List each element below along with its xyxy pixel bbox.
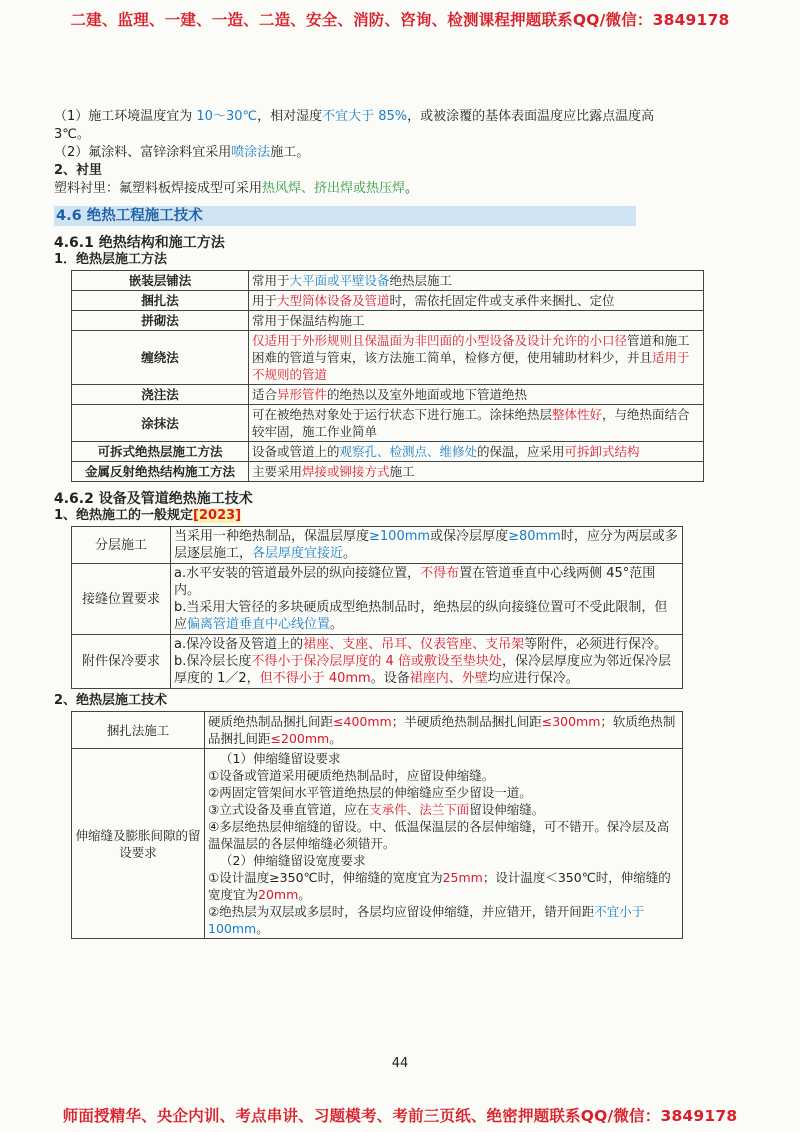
layer-tech-heading: 2、绝热层施工技术 [54,693,168,708]
table-row: 浇注法 适合异形管件的绝热以及室外地面或地下管道绝热 [72,385,704,405]
table-row: 金属反射绝热结构施工方法 主要采用焊接或铆接方式施工 [72,462,704,482]
table-row: 拼砌法 常用于保温结构施工 [72,311,704,331]
table-row: 分层施工 当采用一种绝热制品，保温层厚度≥100mm或保冷层厚度≥80mm时，应分为两层或多层逐层施工，各层厚度宜接近。 [72,527,683,564]
intro-paragraph-1: （1）施工环境温度宜为 10～30℃，相对湿度不宜大于 85%，或被涂覆的基体表面温度应比露点温度高 [54,109,655,124]
year-badge: [2023] [193,508,242,523]
method-heading: 1．绝热层施工方法 [54,252,168,267]
table-row: 伸缩缝及膨胀间隙的留设要求 （1）伸缩缝留设要求 ①设备或管道采用硬质绝热制品时，应留设伸缩缝。 ②两固定管架间水平管道绝热层的伸缩缝应至少留设一道。 ③立式设备及垂直管道，应在支承件、法兰下面留设伸缩缝。 ④多层绝热层伸缩缝的留设。中、低温保温层的各层伸缩缝，可不错开。保冷层及高温保温层的各层伸缩缝必须错开。 （2）伸缩缝留设宽度要求 ①设计温度≥350℃时，伸缩缝的宽度宜为25mm；设计温度＜350℃时，伸缩缝的宽度宜为20mm。 ②绝热层为双层或多层时，各层均应留设伸缩缝，并应错开，错开间距不宜小于 100mm。 [72,749,683,939]
lining-heading: 2、衬里 [54,163,103,178]
intro-paragraph-1-cont: 3℃。 [54,127,90,142]
general-rules-table [71,526,683,689]
page-number: 44 [391,1056,409,1071]
table-row: 涂抹法 可在被绝热对象处于运行状态下进行施工。涂抹绝热层整体性好，与绝热面结合较牢固，施工作业简单 [72,405,704,442]
table-row: 捆扎法施工 硬质绝热制品捆扎间距≤400mm；半硬质绝热制品捆扎间距≤300mm；软质绝热制品捆扎间距≤200mm。 [72,712,683,749]
table-row: 嵌装层铺法 常用于大平面或平壁设备绝热层施工 [72,271,704,291]
subsection-title-1: 4.6.1 绝热结构和施工方法 [54,235,225,251]
top-banner: 二建、监理、一建、一造、二造、安全、消防、咨询、检测课程押题联系QQ/微信：3849178 [70,11,730,29]
page-content [54,108,744,939]
bottom-banner: 师面授精华、央企内训、考点串讲、习题模考、考前三页纸、绝密押题联系QQ/微信：3849178 [62,1107,738,1125]
subsection-title-2: 4.6.2 设备及管道绝热施工技术 [54,491,253,507]
general-rules-heading: 1、绝热施工的一般规定[2023] [54,508,242,523]
layer-tech-table [71,711,683,939]
insulation-methods-table [71,270,704,482]
table-row: 可拆式绝热层施工方法 设备或管道上的观察孔、检测点、维修处的保温，应采用可拆卸式结构 [72,442,704,462]
section-title: 4.6 绝热工程施工技术 [54,206,636,226]
table-row: 附件保冷要求 a.保冷设备及管道上的裙座、支座、吊耳、仪表管座、支吊架等附件，必须进行保冷。 b.保冷层长度不得小于保冷层厚度的 4 倍或敷设至垫块处，保冷层厚度应为邻近保冷层厚度的 1／2，但不得小于 40mm。设备裙座内、外壁均应进行保冷。 [72,635,683,689]
table-row: 捆扎法 用于大型筒体设备及管道时，需依托固定件或支承件来捆扎、定位 [72,291,704,311]
table-row: 缠绕法 仅适用于外形规则且保温面为非凹面的小型设备及设计允许的小口径管道和施工困难的管道与管束，该方法施工简单，检修方便，使用辅助材料少，并且适用于不规则的管道 [72,331,704,385]
intro-paragraph-2: （2）氟涂料、富锌涂料宜采用喷涂法施工。 [54,145,310,160]
intro-paragraph-3: 塑料衬里：氟塑料板焊接成型可采用热风焊、挤出焊或热压焊。 [54,181,419,196]
table-row: 接缝位置要求 a.水平安装的管道最外层的纵向接缝位置，不得布置在管道垂直中心线两侧 45°范围内。 b.当采用大管径的多块硬质成型绝热制品时，绝热层的纵向接缝位置可不受此限制，但应偏离管道垂直中心线位置。 [72,564,683,635]
